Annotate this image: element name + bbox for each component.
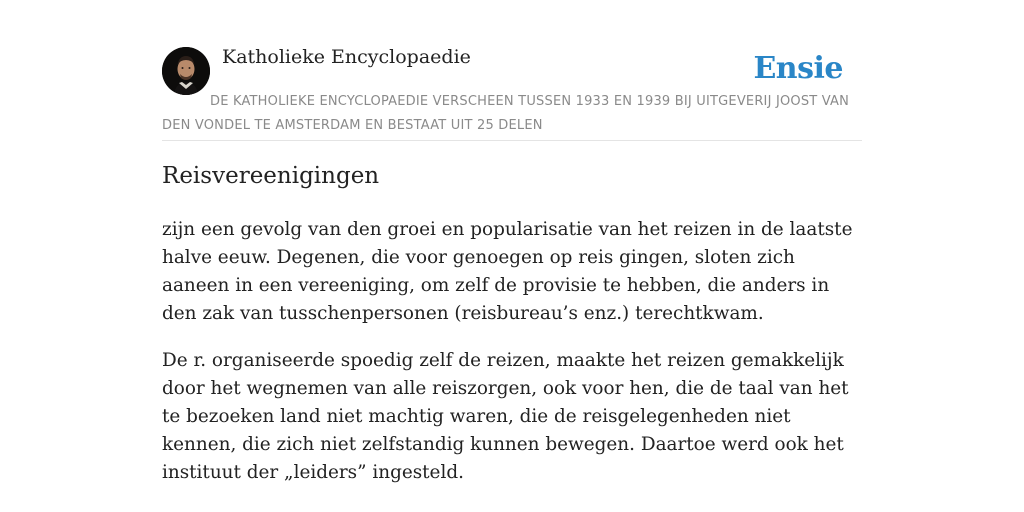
entry-title: Reisvereenigingen xyxy=(162,163,380,189)
entry-body xyxy=(162,216,867,506)
brand-logo[interactable]: Ensie xyxy=(753,51,843,86)
site-header xyxy=(162,0,862,141)
site-subtitle: DE KATHOLIEKE ENCYCLOPAEDIE VERSCHEEN TUSSEN 1933 EN 1939 BIJ UITGEVERIJ JOOST VAN DEN VONDEL TE AMSTERDAM EN BESTAAT UIT 25 DELEN xyxy=(162,94,850,133)
portrait-image xyxy=(162,47,210,95)
portrait-icon[interactable] xyxy=(162,47,210,95)
body-paragraph: De r. organiseerde spoedig zelf de reizen, maakte het reizen gemakkelijk door het wegnemen van alle reiszorgen, ook voor hen, die de taal van het te bezoeken land niet machtig waren, die de reisgelegenheden niet kennen, die zich niet zelfstandig kunnen bewegen. Daartoe werd ook het instituut der „leiders” ingesteld. xyxy=(162,350,849,483)
site-title[interactable]: Katholieke Encyclopaedie xyxy=(222,46,471,68)
body-paragraph: zijn een gevolg van den groei en popularisatie van het reizen in de laatste halve eeuw. Degenen, die voor genoegen op reis gingen, sloten zich aaneen in een vereeniging, om zelf de provisie te hebben, die anders in den zak van tusschenpersonen (reisbureau’s enz.) terechtkwam. xyxy=(162,219,853,324)
page xyxy=(162,0,862,483)
